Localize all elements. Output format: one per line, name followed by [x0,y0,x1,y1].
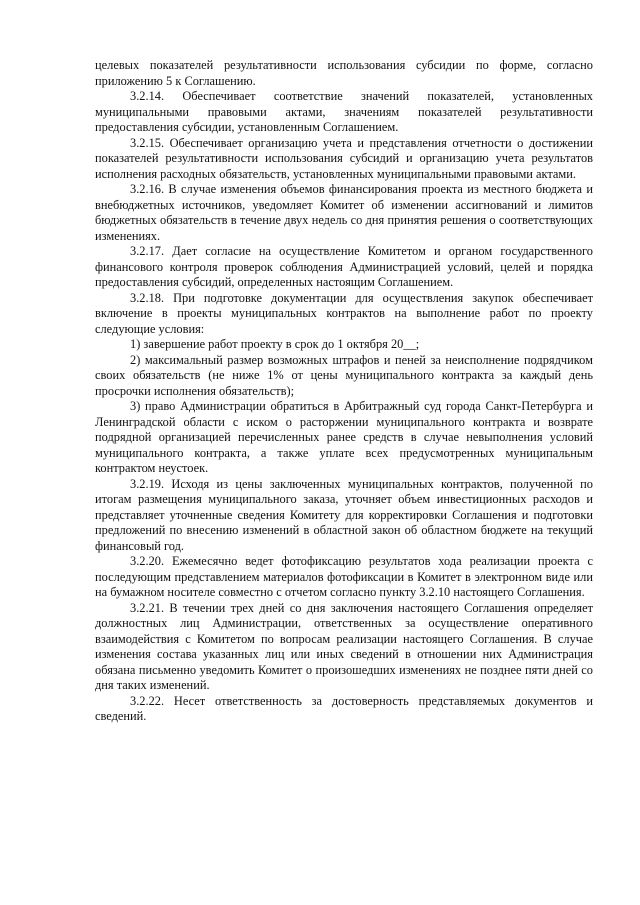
paragraph-3-2-19: 3.2.19. Исходя из цены заключенных муниципальных контрактов, полученной по итогам размещения муниципального заказа, уточняет объем инвестиционных расходов и представляет уточненные сведения Комитету для корректировки Соглашения и подготовки предложений по внесению изменений в областной закон об областном бюджете на текущий финансовый год. [95,476,593,553]
paragraph-3-2-22: 3.2.22. Несет ответственность за достоверность представляемых документов и сведений. [95,693,593,723]
condition-item-2: 2) максимальный размер возможных штрафов и пеней за неисполнение подрядчиком своих обязательств (не ниже 1% от цены муниципального контракта за каждый день просрочки исполнения обязательств); [95,352,593,398]
paragraph-3-2-16: 3.2.16. В случае изменения объемов финансирования проекта из местного бюджета и внебюджетных источников, уведомляет Комитет об изменении ассигнований и лимитов бюджетных обязательств в течение двух недель со дня принятия решения о соответствующих изменениях. [95,182,593,243]
condition-item-3: 3) право Администрации обратиться в Арбитражный суд города Санкт-Петербурга и Ленинградской области с иском о расторжении муниципального контракта и возврате подрядной организацией перечисленных ранее средств в случае невыполнения условий муниципального контракта, а также уплате всех предусмотренных муниципальным контрактом неустоек. [95,399,593,475]
paragraph-continuation: целевых показателей результативности использования субсидии по форме, согласно приложению 5 к Соглашению. [95,58,593,88]
condition-item-1: 1) завершение работ проекту в срок до 1 октября 20__; [130,337,420,351]
paragraph-3-2-20: 3.2.20. Ежемесячно ведет фотофиксацию результатов хода реализации проекта с последующим представлением материалов фотофиксации в Комитет в электронном виде или на бумажном носителе совместно с отчетом согласно пункту 3.2.10 настоящего Соглашения. [95,554,593,599]
paragraph-3-2-18: 3.2.18. При подготовке документации для осуществления закупок обеспечивает включение в проекты муниципальных контрактов на выполнение работ по проекту следующие условия: [95,290,593,336]
paragraph-3-2-15: 3.2.15. Обеспечивает организацию учета и представления отчетности о достижении показателей результативности использования субсидий и организацию учета результатов исполнения расходных обязательств, установленных муниципальными правовыми актами. [95,135,593,181]
paragraph-3-2-21: 3.2.21. В течении трех дней со дня заключения настоящего Соглашения определяет должностных лиц Администрации, ответственных за осуществление оперативного взаимодействия с Комитетом по вопросам реализации настоящего Соглашения. В случае изменения состава указанных лиц или иных сведений в отношении них Администрация обязана письменно уведомить Комитет о произошедших изменениях не позднее пяти дней со дня таких изменений. [95,600,593,692]
paragraph-3-2-17: 3.2.17. Дает согласие на осуществление Комитетом и органом государственного финансового контроля проверок соблюдения Администрацией условий, целей и порядка предоставления субсидий, определенных настоящим Соглашением. [95,244,593,289]
document-page [95,58,593,725]
paragraph-3-2-14: 3.2.14. Обеспечивает соответствие значений показателей, установленных муниципальными правовыми актами, значениям показателей результативности предоставления субсидии, установленным Соглашением. [95,89,593,134]
